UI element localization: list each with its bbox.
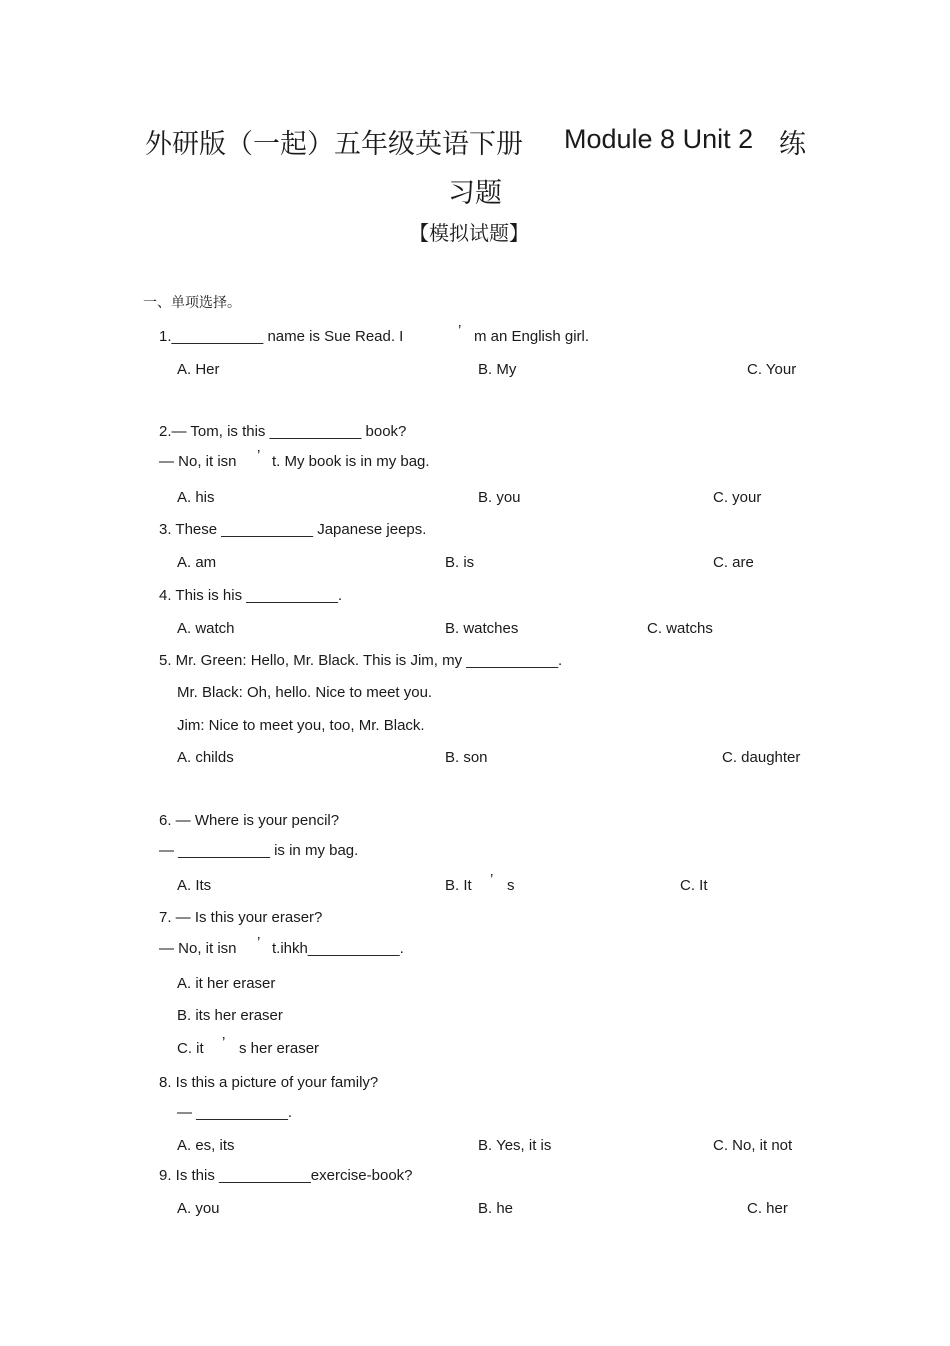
q2-option-b: B. you — [478, 489, 521, 506]
q6-option-b-end: s — [507, 877, 515, 894]
title-module: Module 8 Unit 2 — [564, 124, 754, 154]
q7-answer-line: — No, it isn — [159, 940, 237, 957]
section-heading: 一、单项选择。 — [143, 295, 241, 311]
q4-option-c: C. watchs — [647, 620, 713, 637]
q5-line3: Jim: Nice to meet you, too, Mr. Black. — [177, 717, 425, 734]
q9-stem: 9. Is this ___________exercise-book? — [159, 1167, 413, 1184]
q8-option-b: B. Yes, it is — [478, 1137, 552, 1154]
q5-line2: Mr. Black: Oh, hello. Nice to meet you. — [177, 684, 433, 701]
q1-stem: 1.___________ name is Sue Read. I — [159, 328, 404, 345]
q1-option-a: A. Her — [177, 361, 220, 378]
q6-option-b-apostrophe: ’ — [490, 871, 494, 888]
q1-option-c: C. Your — [747, 361, 797, 378]
q7-option-c-apostrophe: ’ — [222, 1034, 226, 1051]
q2-stem: 2.— Tom, is this ___________ book? — [159, 423, 407, 440]
q4-option-b: B. watches — [445, 620, 519, 637]
q9-option-a: A. you — [177, 1200, 220, 1217]
q5-option-c: C. daughter — [722, 749, 801, 766]
q5-option-a: A. childs — [177, 749, 234, 766]
q8-option-c: C. No, it not — [713, 1137, 793, 1154]
q4-stem: 4. This is his ___________. — [159, 587, 343, 604]
q2-answer-end: t. My book is in my bag. — [272, 453, 430, 470]
q4-option-a: A. watch — [177, 620, 235, 637]
q7-option-c: C. it — [177, 1040, 204, 1057]
q3-option-a: A. am — [177, 554, 217, 571]
q3-option-c: C. are — [713, 554, 754, 571]
q1-stem-end: m an English girl. — [474, 328, 590, 345]
q6-option-a: A. Its — [177, 877, 212, 894]
q9-option-c: C. her — [747, 1200, 788, 1217]
q2-answer-line: — No, it isn — [159, 453, 237, 470]
q7-option-b: B. its her eraser — [177, 1007, 283, 1024]
q6-option-b: B. It — [445, 877, 472, 894]
q6-option-c: C. It — [680, 877, 708, 894]
q1-apostrophe: ’ — [458, 322, 462, 339]
q6-answer-line: — ___________ is in my bag. — [159, 842, 359, 859]
q3-option-b: B. is — [445, 554, 475, 571]
q6-stem: 6. — Where is your pencil? — [159, 812, 340, 829]
q7-option-c-end: s her eraser — [239, 1040, 320, 1057]
q2-apostrophe: ’ — [257, 447, 261, 464]
q5-option-b: B. son — [445, 749, 488, 766]
q2-option-a: A. his — [177, 489, 215, 506]
q5-stem: 5. Mr. Green: Hello, Mr. Black. This is Jim, my ___________. — [159, 652, 563, 669]
q7-apostrophe: ’ — [257, 934, 261, 951]
q7-answer-end: t.ihkh___________. — [272, 940, 404, 957]
title-tail: 练 — [779, 129, 806, 160]
q8-stem: 8. Is this a picture of your family? — [159, 1074, 379, 1091]
title-chinese: 外研版（一起）五年级英语下册 — [145, 129, 523, 160]
q7-stem: 7. — Is this your eraser? — [159, 909, 323, 926]
q9-option-b: B. he — [478, 1200, 514, 1217]
q3-stem: 3. These ___________ Japanese jeeps. — [159, 521, 427, 538]
q8-answer-line: — ___________. — [177, 1104, 293, 1121]
q8-option-a: A. es, its — [177, 1137, 235, 1154]
subtitle: 【模拟试题】 — [409, 221, 529, 245]
title-line2: 习题 — [448, 178, 502, 209]
q1-option-b: B. My — [478, 361, 517, 378]
q7-option-a: A. it her eraser — [177, 975, 276, 992]
q2-option-c: C. your — [713, 489, 762, 506]
